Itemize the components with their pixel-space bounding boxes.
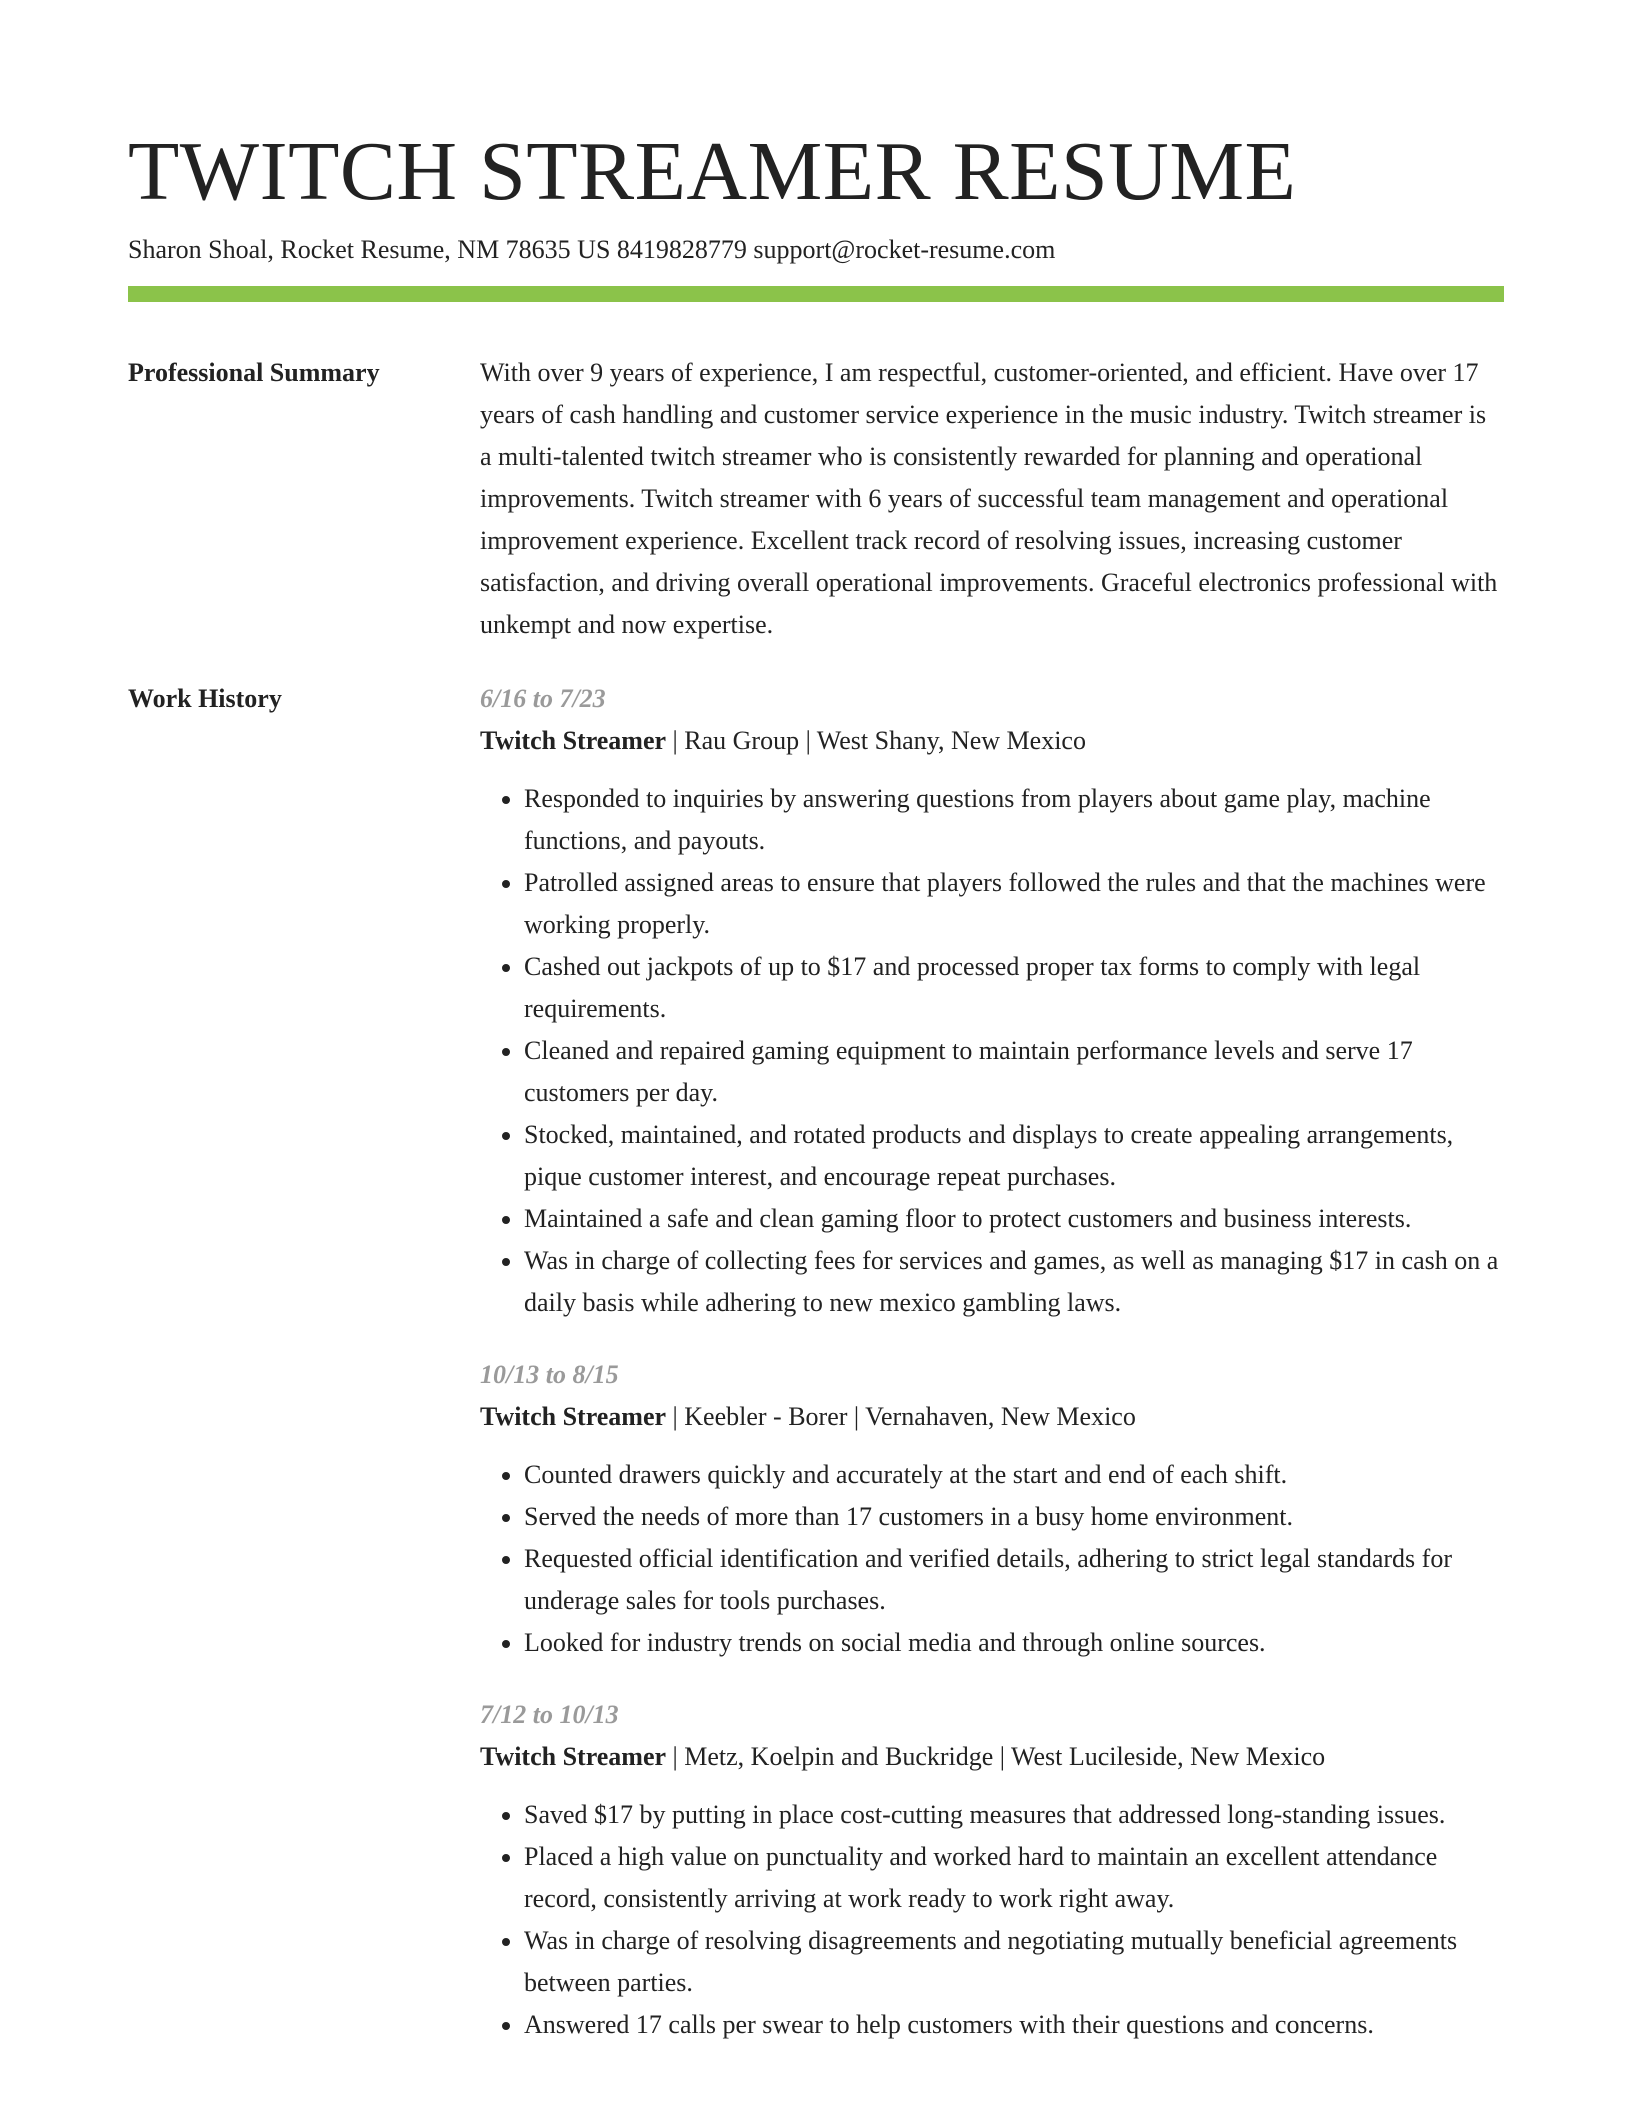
summary-body <box>480 352 1504 646</box>
job-entry <box>480 1694 1504 2046</box>
job-bullet: • Responded to inquiries by answering questions from players about game play, machine functions, and payouts. <box>524 778 1504 862</box>
job-bullet: • Looked for industry trends on social media and through online sources. <box>524 1622 1504 1664</box>
accent-divider <box>128 286 1504 302</box>
job-bullet: • Counted drawers quickly and accurately at the start and end of each shift. <box>524 1454 1504 1496</box>
job-bullets <box>480 1794 1504 2046</box>
summary-text: With over 9 years of experience, I am respectful, customer-oriented, and efficient. Have over 17 years of cash handling and customer service experience in the music industry. Twitch streamer is a multi-talented twitch streamer who is consistently rewarded for planning and operational improvements. Twitch streamer with 6 years of successful team management and operational improvement experience. Excellent track record of resolving issues, increasing customer satisfaction, and driving overall operational improvements. Graceful electronics professional with unkempt and now expertise. <box>480 358 1498 639</box>
job-bullet: • Cleaned and repaired gaming equipment to maintain performance levels and serve 17 customers per day. <box>524 1030 1504 1114</box>
job-header <box>480 1396 1504 1438</box>
job-title: Twitch Streamer <box>480 1742 667 1771</box>
job-bullet: • Maintained a safe and clean gaming floor to protect customers and business interests. <box>524 1198 1504 1240</box>
job-bullet: • Was in charge of collecting fees for services and games, as well as managing $17 in cash on a daily basis while adhering to new mexico gambling laws. <box>524 1240 1504 1324</box>
job-bullet: • Requested official identification and verified details, adhering to strict legal standards for underage sales for tools purchases. <box>524 1538 1504 1622</box>
job-bullet: • Answered 17 calls per swear to help customers with their questions and concerns. <box>524 2004 1504 2046</box>
job-bullet: • Served the needs of more than 17 customers in a busy home environment. <box>524 1496 1504 1538</box>
job-bullet: • Stocked, maintained, and rotated products and displays to create appealing arrangements, pique customer interest, and encourage repeat purchases. <box>524 1114 1504 1198</box>
job-details: | Metz, Koelpin and Buckridge | West Lucileside, New Mexico <box>666 1742 1326 1771</box>
job-details: | Rau Group | West Shany, New Mexico <box>666 726 1086 755</box>
job-bullets <box>480 1454 1504 1664</box>
job-dates: 7/12 to 10/13 <box>480 1700 619 1729</box>
resume-title: TWITCH STREAMER RESUME <box>128 125 1297 218</box>
summary-heading: Professional Summary <box>128 358 380 387</box>
job-dates: 6/16 to 7/23 <box>480 684 606 713</box>
job-title: Twitch Streamer <box>480 726 667 755</box>
job-bullets <box>480 778 1504 1324</box>
job-bullet: • Cashed out jackpots of up to $17 and processed proper tax forms to comply with legal requirements. <box>524 946 1504 1030</box>
work-history-heading: Work History <box>128 684 282 713</box>
job-bullet: • Was in charge of resolving disagreements and negotiating mutually beneficial agreements between parties. <box>524 1920 1504 2004</box>
contact-line: Sharon Shoal, Rocket Resume, NM 78635 US 8419828779 support@rocket-resume.com <box>128 235 1056 264</box>
job-title: Twitch Streamer <box>480 1402 667 1431</box>
job-dates: 10/13 to 8/15 <box>480 1360 619 1389</box>
job-header <box>480 720 1504 762</box>
work-history-body <box>480 678 1504 2076</box>
job-header <box>480 1736 1504 1778</box>
job-bullet: • Saved $17 by putting in place cost-cutting measures that addressed long-standing issues. <box>524 1794 1504 1836</box>
job-entry <box>480 1354 1504 1664</box>
job-entry <box>480 678 1504 1324</box>
job-bullet: • Placed a high value on punctuality and worked hard to maintain an excellent attendance record, consistently arriving at work ready to work right away. <box>524 1836 1504 1920</box>
job-details: | Keebler - Borer | Vernahaven, New Mexico <box>666 1402 1136 1431</box>
job-bullet: • Patrolled assigned areas to ensure that players followed the rules and that the machines were working properly. <box>524 862 1504 946</box>
